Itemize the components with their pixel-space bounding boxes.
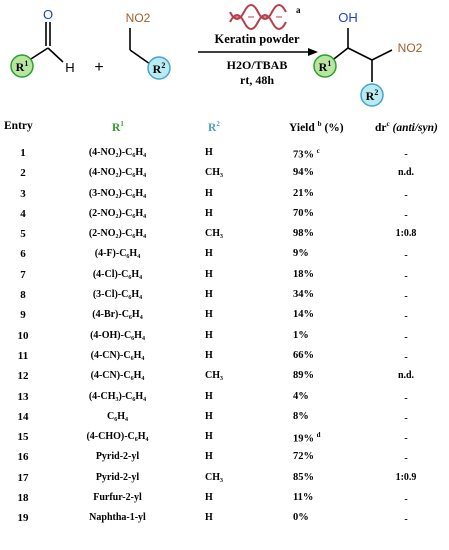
plus-sign: +	[94, 59, 104, 76]
dr-value: 1:0.8	[395, 228, 417, 240]
table-row	[0, 244, 449, 264]
yield-percent: 0%	[293, 512, 309, 524]
entry-number: 13	[17, 390, 29, 403]
yield-percent: 9%	[293, 248, 309, 260]
r2-substituent: H	[205, 349, 213, 361]
dr-value: n.d.	[397, 167, 415, 179]
r1-substituent: (4-CN)-C₆H₄	[90, 349, 145, 361]
yield-value	[293, 289, 353, 300]
dr-value: -	[404, 291, 408, 303]
header-r2: $R^2$	[208, 120, 220, 134]
reaction-scheme	[0, 0, 449, 118]
product-r2-label: $R^2$	[365, 88, 379, 103]
product-r1-label: $R^1$	[318, 59, 332, 74]
r2-substituent: H	[205, 512, 213, 524]
yield-value	[293, 330, 353, 341]
r1-substituent: (2-NO₂)-C₆H₄	[88, 207, 147, 219]
r2-substituent: H	[205, 451, 213, 463]
dr-value: -	[404, 331, 408, 343]
r2-substituent: H	[205, 268, 213, 280]
entry-number: 6	[20, 248, 26, 261]
yield-value	[293, 188, 353, 199]
r2-substituent: H	[205, 431, 213, 443]
yield-percent: 85%	[293, 471, 314, 483]
aldehyde-structure	[11, 7, 75, 77]
r2-substituent: H	[205, 187, 213, 199]
entry-number: 2	[20, 167, 26, 180]
yield-value	[293, 411, 353, 422]
table-row	[0, 508, 449, 528]
yield-value	[293, 472, 353, 483]
r2-substituent: H	[205, 492, 213, 504]
yield-value	[293, 391, 353, 402]
r1-substituent: (4-OH)-C₆H₄	[90, 329, 145, 341]
header-r1: $R^1$	[112, 120, 124, 134]
yield-percent: 11%	[293, 492, 314, 504]
yield-percent: 34%	[293, 289, 314, 301]
table-row	[0, 468, 449, 488]
table-row	[0, 488, 449, 508]
r1-substituent: (4-NO₂)-C₆H₄	[88, 147, 147, 158]
table-row	[0, 305, 449, 325]
dr-value: -	[404, 149, 408, 160]
results-table	[0, 143, 449, 529]
entry-number: 16	[17, 451, 29, 464]
time-temp-label: rt, 48h	[240, 73, 274, 87]
dr-value: -	[404, 189, 408, 201]
table-row	[0, 346, 449, 366]
header-yield: Yield $^b$ (%)	[289, 120, 344, 134]
table-row	[0, 204, 449, 224]
entry-number: 3	[20, 187, 26, 200]
yield-percent: 1%	[293, 329, 309, 341]
entry-number: 9	[20, 309, 26, 322]
table-row	[0, 326, 449, 346]
dr-value: -	[404, 209, 408, 221]
yield-value	[293, 309, 353, 320]
dna-helix-icon	[230, 5, 286, 29]
yield-percent: 14%	[293, 309, 314, 321]
entry-number: 19	[17, 512, 29, 525]
r2-substituent: CH₃	[205, 370, 223, 382]
table-row	[0, 366, 449, 386]
r1-substituent: (4-NO₂)-C₆H₄	[88, 167, 147, 179]
entry-number: 1	[20, 147, 26, 159]
table-row	[0, 163, 449, 183]
table-row	[0, 184, 449, 204]
nitro-group-label: NO2	[125, 11, 151, 25]
yield-percent: 21%	[293, 187, 314, 199]
r2-substituent: H	[205, 248, 213, 260]
dr-value: -	[404, 514, 408, 526]
entry-number: 5	[20, 228, 26, 241]
dr-value: -	[404, 433, 408, 445]
aldehyde-hydrogen: H	[65, 60, 75, 75]
yield-percent: 94%	[293, 167, 314, 179]
table-row	[0, 387, 449, 407]
table-row	[0, 427, 449, 447]
r1-substituent: Pyrid-2-yl	[95, 471, 140, 483]
r1-substituent: (4-CHO)-C₆H₄	[86, 431, 149, 443]
r1-substituent: (3-Cl)-C₆H₄	[92, 289, 143, 301]
dr-value: -	[404, 311, 408, 323]
entry-number: 4	[20, 207, 26, 220]
entry-number: 7	[20, 268, 26, 281]
yield-value	[293, 512, 353, 523]
yield-footnote: c	[316, 147, 320, 155]
yield-footnote: d	[316, 431, 321, 440]
r1-substituent: (4-CN)-C₆H₄	[90, 370, 145, 382]
r1-substituent: (3-NO₂)-C₆H₄	[88, 187, 147, 199]
product-structure	[314, 10, 423, 106]
yield-percent: 89%	[293, 370, 314, 382]
yield-value	[293, 370, 353, 381]
dr-value: -	[404, 392, 408, 404]
entry-number: 18	[17, 492, 29, 505]
product-hydroxyl: OH	[338, 10, 358, 25]
yield-value	[293, 208, 353, 219]
r2-substituent: CH₃	[205, 228, 223, 240]
catalyst-label: Keratin powder	[214, 32, 300, 46]
r1-substituent: Furfur-2-yl	[93, 492, 142, 504]
entry-number: 17	[17, 471, 29, 484]
dr-value: -	[404, 351, 408, 363]
dr-value: -	[404, 270, 408, 282]
yield-percent: 18%	[293, 268, 314, 280]
r2-substituent: H	[205, 147, 213, 158]
yield-value	[293, 147, 353, 161]
table-row	[0, 407, 449, 427]
yield-percent: 73%	[293, 149, 314, 161]
r2-substituent: CH₃	[205, 167, 223, 179]
yield-percent: 98%	[293, 228, 314, 240]
dr-value: -	[404, 494, 408, 506]
yield-value	[293, 350, 353, 361]
yield-value	[293, 269, 353, 280]
r2-badge-label: $R^2$	[152, 61, 166, 76]
yield-value	[293, 248, 353, 259]
r1-substituent: C₆H₄	[107, 410, 128, 422]
yield-percent: 4%	[293, 390, 309, 402]
entry-number: 8	[20, 289, 26, 302]
yield-percent: 72%	[293, 451, 314, 463]
dr-value: n.d.	[397, 370, 415, 382]
table-row	[0, 143, 449, 163]
yield-percent: 19%	[293, 433, 314, 445]
yield-value	[293, 167, 353, 178]
yield-percent: 66%	[293, 349, 314, 361]
r2-substituent: H	[205, 207, 213, 219]
entry-number: 15	[17, 431, 29, 444]
dr-value: -	[404, 453, 408, 465]
table-row	[0, 285, 449, 305]
r2-substituent: H	[205, 390, 213, 402]
r1-substituent: Naphtha-1-yl	[89, 512, 146, 524]
table-row	[0, 224, 449, 244]
yield-value	[293, 492, 353, 503]
dr-value: 1:0.9	[395, 471, 417, 483]
reaction-conditions	[198, 5, 318, 87]
r1-substituent: (4-Cl)-C₆H₄	[92, 268, 143, 280]
entry-number: 10	[17, 329, 29, 342]
r1-substituent: (4-Br)-C₆H₄	[92, 309, 143, 321]
table-row	[0, 265, 449, 285]
yield-percent: 8%	[293, 410, 309, 422]
catalyst-note: a	[296, 5, 301, 15]
yield-value	[293, 228, 353, 239]
yield-value	[293, 451, 353, 462]
entry-number: 11	[17, 349, 29, 362]
dr-value: -	[404, 250, 408, 262]
entry-number: 14	[17, 410, 29, 423]
table-row	[0, 447, 449, 467]
yield-percent: 70%	[293, 207, 314, 219]
header-dr: $dr^c$ (anti/syn)	[375, 120, 438, 134]
dr-value: -	[404, 412, 408, 424]
r2-substituent: H	[205, 289, 213, 301]
r2-substituent: CH₃	[205, 471, 223, 483]
r1-substituent: Pyrid-2-yl	[95, 451, 140, 463]
r1-badge-label: $R^1$	[15, 59, 29, 74]
aldehyde-oxygen: O	[42, 7, 54, 22]
solvent-label: H2O/TBAB	[226, 58, 288, 72]
r1-substituent: (4-CH₃)-C₆H₄	[88, 390, 147, 402]
nitroalkane-structure	[126, 11, 170, 79]
header-entry: Entry	[4, 120, 33, 132]
r2-substituent: H	[205, 410, 213, 422]
entry-number: 12	[17, 370, 29, 383]
product-nitro: NO2	[397, 41, 423, 55]
r1-substituent: (2-NO₂)-C₆H₄	[88, 228, 147, 240]
yield-value	[293, 431, 353, 445]
r2-substituent: H	[205, 309, 213, 321]
r1-substituent: (4-F)-C₆H₄	[94, 248, 141, 260]
r2-substituent: H	[205, 329, 213, 341]
